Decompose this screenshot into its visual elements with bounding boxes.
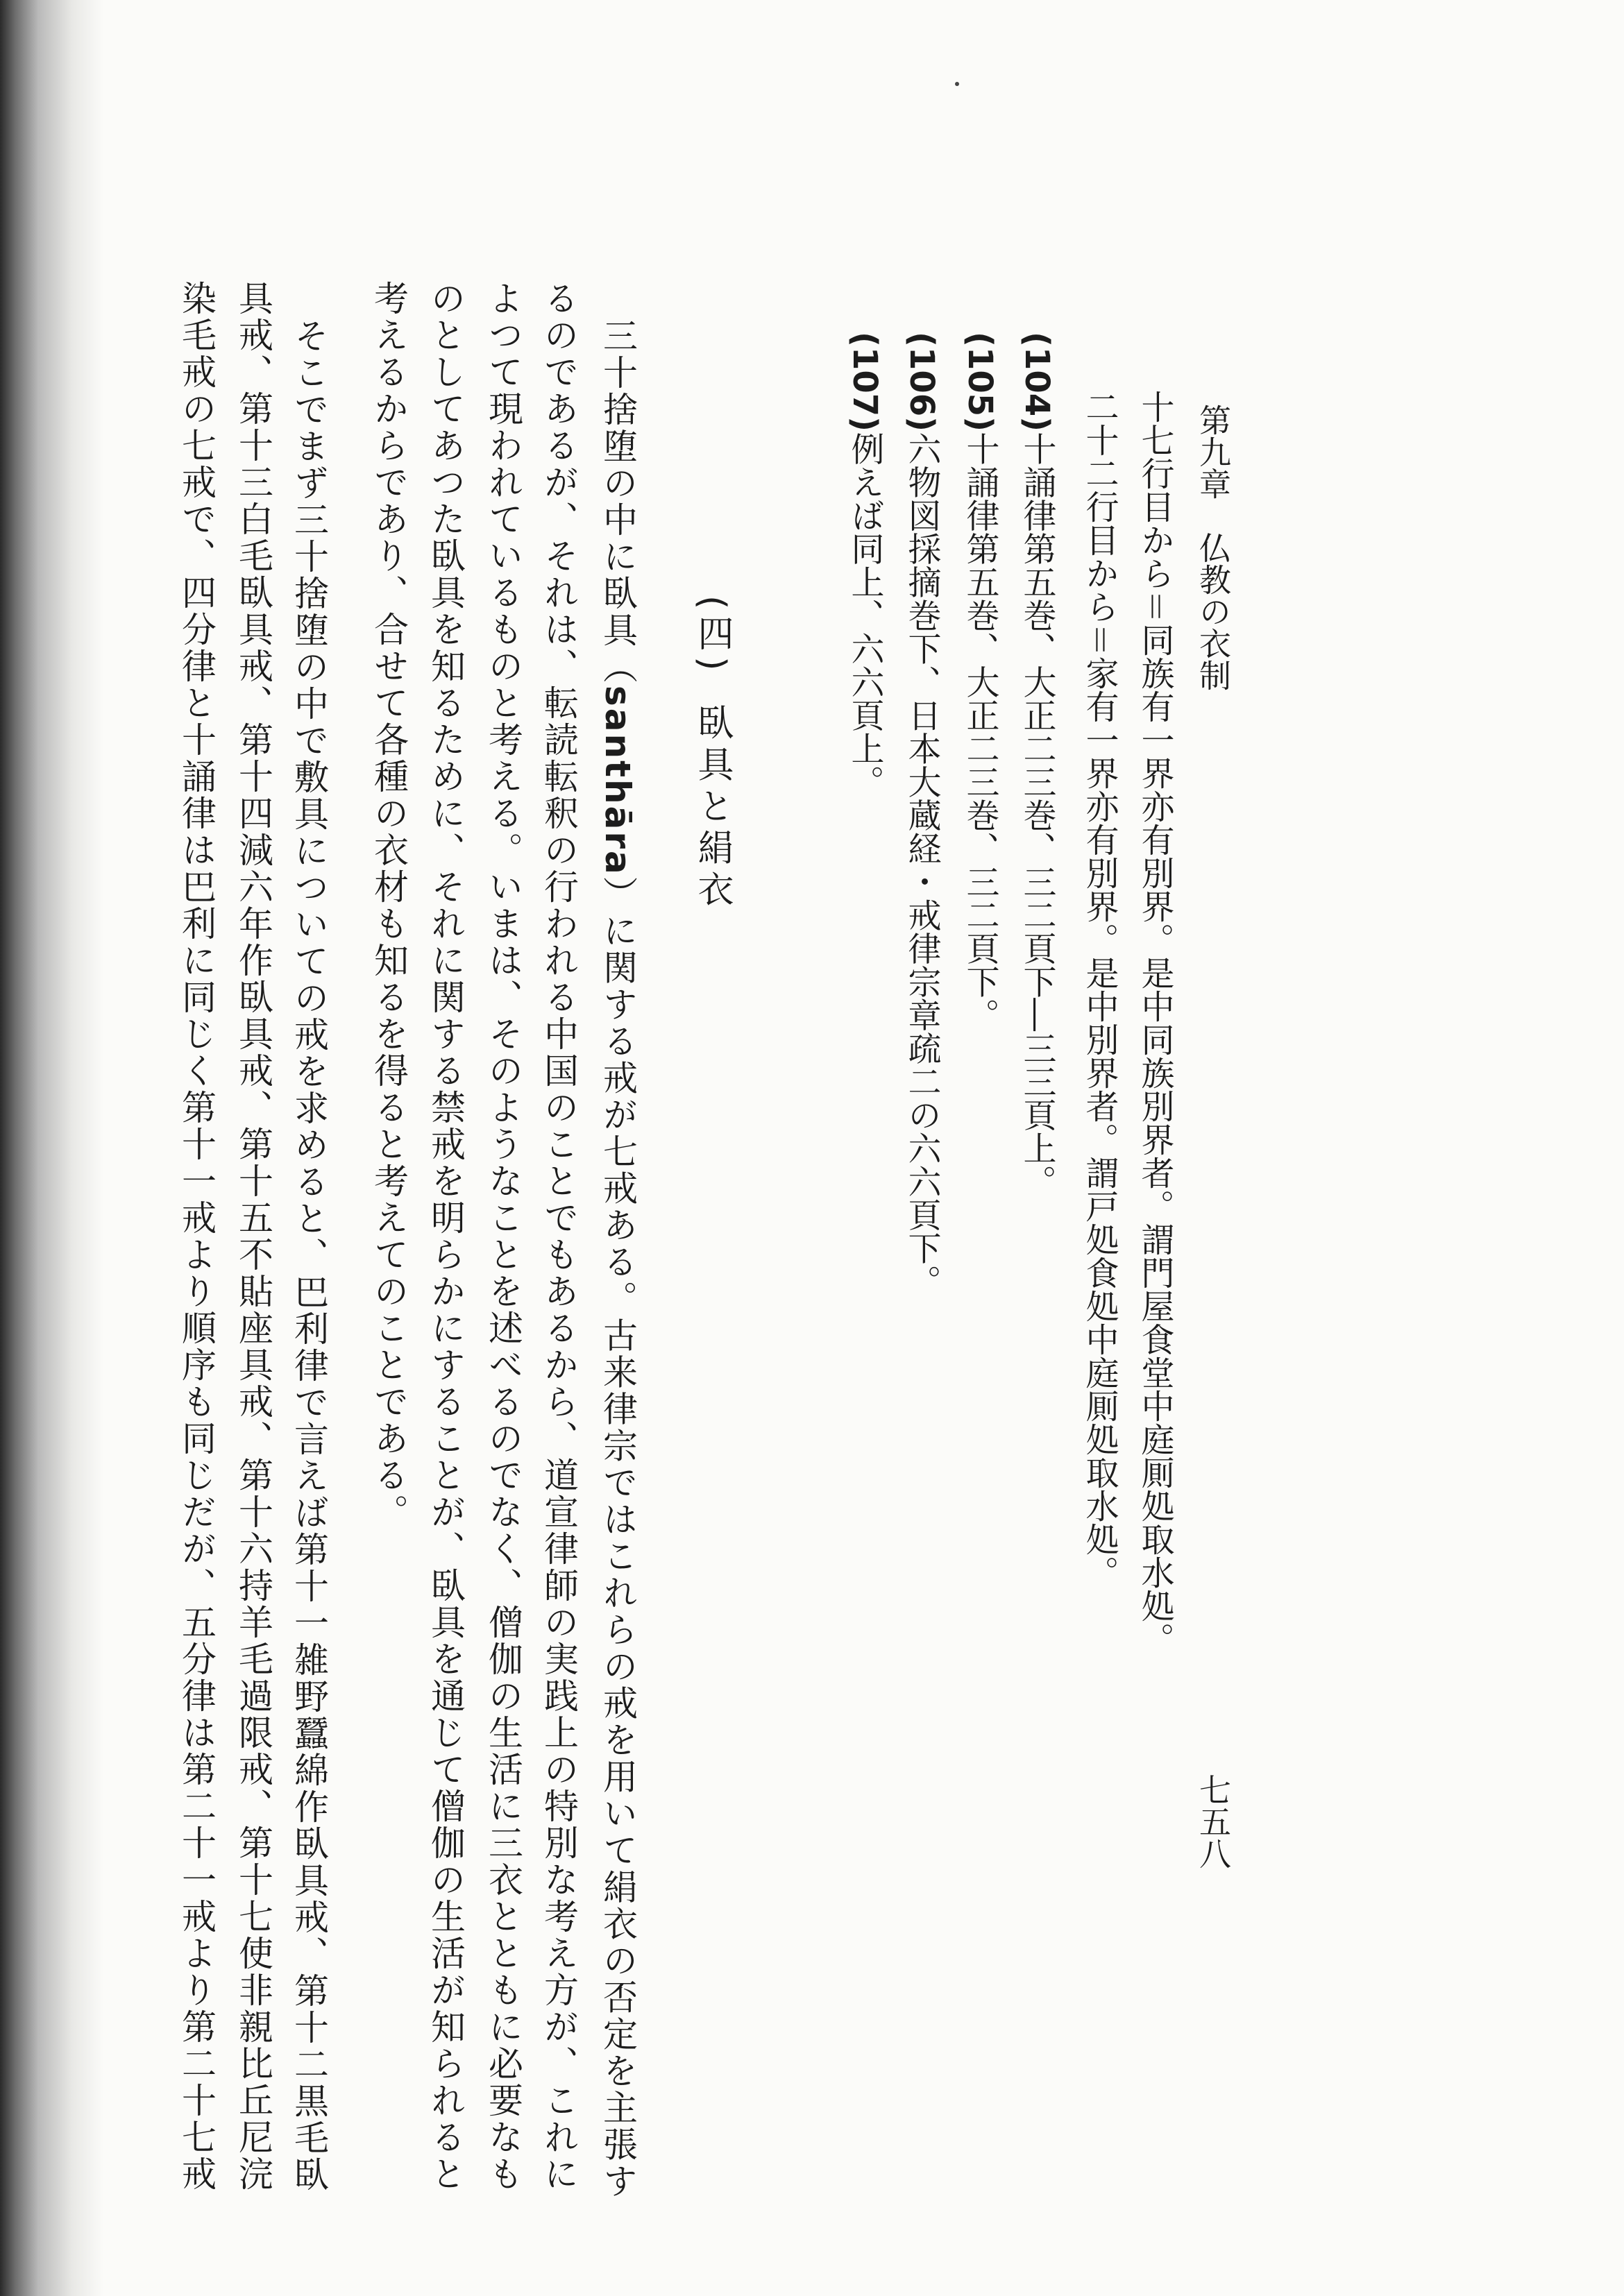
section-number: (四) — [691, 595, 733, 677]
note-105 — [963, 332, 997, 1031]
body-line-2: るのであるが、それは、転読転釈の行われる中国のことでもあるから、道宣律師の実践上の特別な考え方が、これに — [539, 280, 579, 2193]
body-line-7: 具戒、第十三白毛臥具戒、第十四減六年作臥具戒、第十五不貼座具戒、第十六持羊毛過限戒、第十七使非親比丘尼浣 — [233, 280, 273, 2193]
body-line-8: 染毛戒の七戒で、四分律と十誦律は巴利に同じく第十一戒より順序も同じだが、五分律は第二十一戒より第二十七戒 — [176, 280, 217, 2193]
body-line-6: そこでまず三十捨堕の中で敷具についての戒を求めると、巴利律で言えば第十一雑野蠶綿作臥具戒、第十二黒毛臥 — [289, 318, 329, 2193]
note-marker: (105) — [961, 332, 999, 432]
romanized-term: santhāra — [598, 686, 638, 876]
note-text: 十誦律第五巻、大正二三巻、三二頁下。 — [961, 432, 999, 1032]
body-line-4: のとしてあつた臥具を知るために、それに関する禁戒を明らかにすることが、臥具を通じて僧伽の生活が知られると — [425, 280, 466, 2193]
note-104 — [1017, 332, 1056, 1198]
section-title-text: 臥具と絹衣 — [691, 704, 733, 912]
body-line-5: 考えるからであり、合せて各種の衣材も知るを得ると考えてのことである。 — [369, 280, 409, 1531]
section-title — [691, 595, 733, 912]
scan-shadow-edge — [0, 0, 104, 2296]
chapter-header: 第九章 仏教の衣制 — [1194, 404, 1232, 691]
body-line-1 — [598, 318, 638, 2200]
body-text: ）に関する戒が七戒ある。古来律宗ではこれらの戒を用いて絹衣の否定を主張す — [598, 876, 638, 2200]
page-number: 七五八 — [1194, 1774, 1232, 1869]
body-text: 三十捨堕の中に臥具（ — [598, 318, 638, 686]
note-text: 六物図採摘巻下、日本大蔵経・戒律宗章疏二の六六頁下。 — [902, 432, 941, 1298]
note-text: 十誦律第五巻、大正二三巻、三二頁下―三三頁上。 — [1017, 432, 1056, 1198]
note-continued-2: 二十二行目から＝家有一界亦有別界。是中別界者。謂戸処食処中庭厠処取水処。 — [1080, 390, 1119, 1590]
note-continued-1: 十七行目から＝同族有一界亦有別界。是中同族別界者。謂門屋食堂中庭厠処取水処。 — [1135, 390, 1174, 1656]
note-marker: (104) — [1017, 332, 1056, 432]
scan-speck — [955, 82, 959, 86]
note-marker: (106) — [902, 332, 941, 432]
note-marker: (107) — [845, 332, 884, 432]
body-line-3: よつて現われているものと考える。いまは、そのようなことを述べるのでなく、僧伽の生活に三衣とともに必要なも — [483, 280, 523, 2193]
note-text: 例えば同上、六六頁上。 — [845, 432, 884, 799]
note-107 — [845, 332, 884, 799]
note-106 — [902, 332, 941, 1298]
